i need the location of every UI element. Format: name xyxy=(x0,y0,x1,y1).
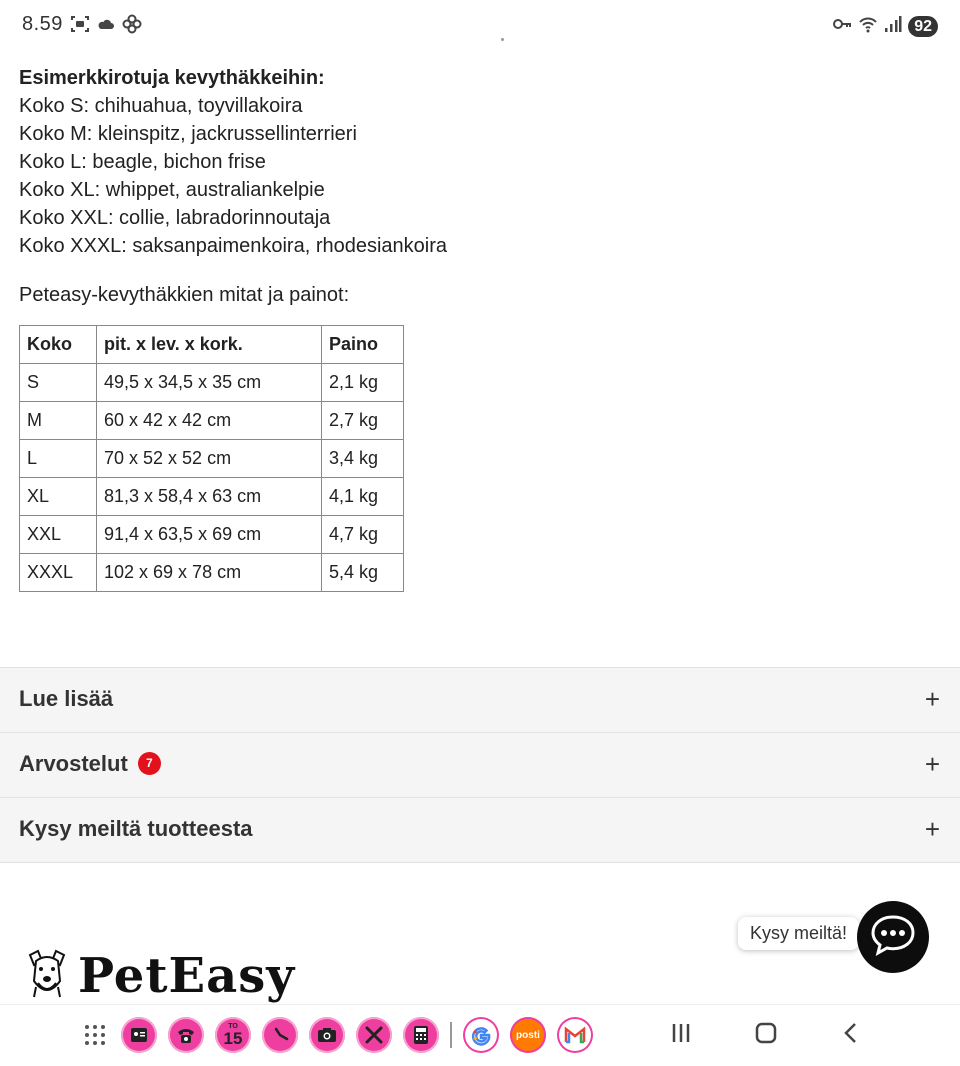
cell-dimensions: 91,4 x 63,5 x 69 cm xyxy=(97,516,322,554)
table-row xyxy=(20,478,404,516)
phone-app-icon[interactable] xyxy=(168,1017,204,1053)
cell-size: XXXL xyxy=(20,554,97,592)
dog-logo-icon xyxy=(24,947,70,1006)
cell-size: L xyxy=(20,440,97,478)
calendar-weekday: TO xyxy=(228,1023,238,1030)
breed-line: Koko S: chihuahua, toyvillakoira xyxy=(19,95,303,117)
cell-weight: 4,1 kg xyxy=(322,478,404,516)
accordion-label: Lue lisää xyxy=(19,686,114,711)
wifi-icon xyxy=(858,14,878,39)
app-drawer-icon[interactable] xyxy=(80,1017,110,1053)
accordion-label: Kysy meiltä tuotteesta xyxy=(19,816,253,841)
system-nav-bar xyxy=(0,1004,960,1066)
logo-text: PetEasy xyxy=(78,948,296,1004)
chat-prompt-label[interactable]: Kysy meiltä! xyxy=(738,917,859,950)
cell-weight: 2,1 kg xyxy=(322,364,404,402)
product-accordion xyxy=(0,667,960,863)
breed-line: Koko L: beagle, bichon frise xyxy=(19,151,266,173)
cell-weight: 3,4 kg xyxy=(322,440,404,478)
plus-icon[interactable]: + xyxy=(924,749,940,779)
breed-line: Koko XL: whippet, australiankelpie xyxy=(19,179,325,201)
cell-dimensions: 81,3 x 58,4 x 63 cm xyxy=(97,478,322,516)
home-icon[interactable] xyxy=(754,1021,778,1050)
accordion-ask-question[interactable] xyxy=(0,797,960,863)
calendar-app-icon[interactable] xyxy=(215,1017,251,1053)
posti-app-icon[interactable]: posti xyxy=(510,1017,546,1053)
contacts-app-icon[interactable] xyxy=(121,1017,157,1053)
peteasy-logo[interactable] xyxy=(24,948,295,1004)
plus-icon[interactable]: + xyxy=(924,684,940,714)
camera-app-icon[interactable] xyxy=(309,1017,345,1053)
calculator-app-icon[interactable] xyxy=(403,1017,439,1053)
header-weight: Paino xyxy=(322,326,404,364)
accordion-label-text: Arvostelut xyxy=(19,751,128,776)
scroll-dot xyxy=(501,38,504,41)
tools-app-icon[interactable] xyxy=(356,1017,392,1053)
cloud-icon xyxy=(96,14,116,39)
status-icons-left xyxy=(70,14,142,39)
clock-app-icon[interactable] xyxy=(262,1017,298,1053)
chat-bubble-icon xyxy=(869,913,917,962)
cell-weight: 2,7 kg xyxy=(322,402,404,440)
cell-weight: 4,7 kg xyxy=(322,516,404,554)
product-description xyxy=(19,64,939,309)
screenshot-icon xyxy=(70,14,90,39)
breed-line: Koko M: kleinspitz, jackrussellinterrieri xyxy=(19,123,357,145)
status-time: 8.59 xyxy=(22,13,63,35)
table-row xyxy=(20,554,404,592)
table-row xyxy=(20,364,404,402)
cell-size: XXL xyxy=(20,516,97,554)
accordion-read-more[interactable] xyxy=(0,667,960,732)
accordion-label xyxy=(19,751,161,777)
google-app-icon[interactable] xyxy=(463,1017,499,1053)
battery-indicator: 92 xyxy=(908,16,938,37)
cell-size: XL xyxy=(20,478,97,516)
dimensions-title: Peteasy-kevythäkkien mitat ja painot: xyxy=(19,284,350,306)
header-dimensions: pit. x lev. x kork. xyxy=(97,326,322,364)
status-bar xyxy=(0,0,960,50)
review-count-badge: 7 xyxy=(138,752,161,775)
plus-icon[interactable]: + xyxy=(924,814,940,844)
cell-weight: 5,4 kg xyxy=(322,554,404,592)
pinwheel-icon xyxy=(122,14,142,39)
recents-icon[interactable] xyxy=(670,1021,692,1050)
breed-examples-title: Esimerkkirotuja kevythäkkeihin: xyxy=(19,67,325,89)
gmail-app-icon[interactable] xyxy=(557,1017,593,1053)
size-table xyxy=(19,325,404,592)
cell-dimensions: 49,5 x 34,5 x 35 cm xyxy=(97,364,322,402)
app-dock xyxy=(80,1017,593,1053)
back-icon[interactable] xyxy=(840,1021,862,1050)
accordion-reviews[interactable] xyxy=(0,732,960,797)
signal-icon xyxy=(884,14,902,39)
cell-dimensions: 70 x 52 x 52 cm xyxy=(97,440,322,478)
cell-size: S xyxy=(20,364,97,402)
table-row xyxy=(20,402,404,440)
cell-dimensions: 102 x 69 x 78 cm xyxy=(97,554,322,592)
breed-line: Koko XXL: collie, labradorinnoutaja xyxy=(19,207,331,229)
table-row xyxy=(20,516,404,554)
status-icons-right xyxy=(832,14,938,39)
header-size: Koko xyxy=(20,326,97,364)
key-icon xyxy=(832,14,852,39)
breed-line: Koko XXXL: saksanpaimenkoira, rhodesiankoira xyxy=(19,235,448,257)
dock-separator xyxy=(450,1022,452,1048)
cell-dimensions: 60 x 42 x 42 cm xyxy=(97,402,322,440)
chat-button[interactable] xyxy=(857,901,929,973)
cell-size: M xyxy=(20,402,97,440)
table-header-row xyxy=(20,326,404,364)
calendar-day: 15 xyxy=(223,1029,243,1048)
table-row xyxy=(20,440,404,478)
